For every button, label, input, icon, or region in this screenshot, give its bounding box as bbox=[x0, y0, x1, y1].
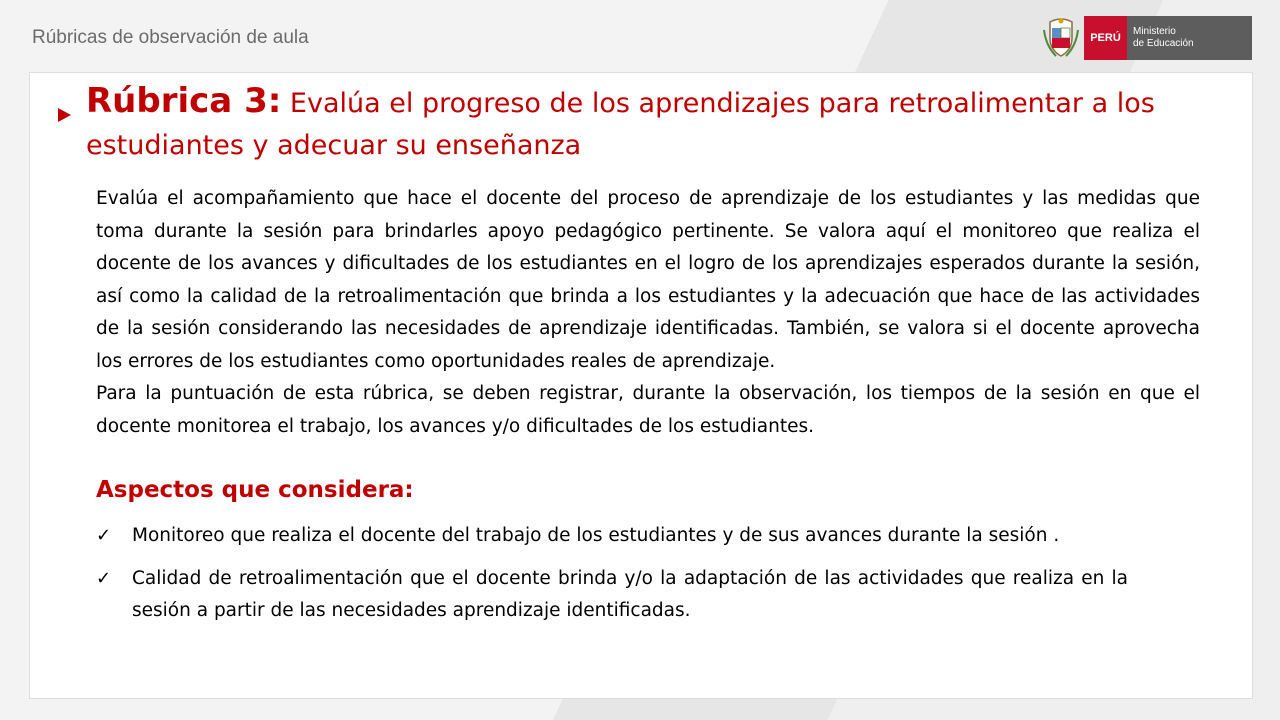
ministry-line-1: Ministerio bbox=[1133, 26, 1176, 37]
aspect-item bbox=[96, 520, 1128, 553]
ministry-logo bbox=[1042, 16, 1252, 60]
rubric-description bbox=[96, 183, 1200, 443]
bullet-arrow-icon bbox=[58, 108, 71, 122]
aspect-text: Calidad de retroalimentación que el docente brinda y/o la adaptación de las actividades que realiza en la sesión a partir de las necesidades aprendizaje identificadas. bbox=[132, 567, 1128, 621]
rubric-title-text: Evalúa el progreso de los aprendizajes para retroalimentar a los estudiantes y adecuar su enseñanza bbox=[86, 88, 1155, 161]
aspect-item bbox=[96, 563, 1128, 628]
aspects-list bbox=[96, 520, 1128, 638]
description-paragraph-1: Evalúa el acompañamiento que hace el docente del proceso de aprendizaje de los estudiantes y las medidas que toma durante la sesión para brindarles apoyo pedagógico pertinente. Se valora aquí el monitoreo que realiza el docente de los avances y dificultades de los estudiantes en el logro de los aprendizajes esperados durante la sesión, así como la calidad de la retroalimentación que brinda a los estudiantes y la adecuación que hace de las actividades de la sesión considerando las necesidades de aprendizaje identificadas. También, se valora si el docente aprovecha los errores de los estudiantes como oportunidades reales de aprendizaje. bbox=[96, 188, 1200, 372]
presentation-header-title: Rúbricas de observación de aula bbox=[32, 27, 309, 48]
peru-label: PERÚ bbox=[1084, 16, 1127, 60]
rubric-title bbox=[86, 80, 1216, 167]
ministry-label bbox=[1127, 16, 1252, 60]
checkmark-icon: ✓ bbox=[96, 567, 112, 589]
aspects-heading: Aspectos que considera: bbox=[96, 477, 414, 503]
ministry-line-2: de Educación bbox=[1133, 38, 1194, 49]
coat-of-arms-icon bbox=[1042, 16, 1080, 60]
rubric-number: Rúbrica 3: bbox=[86, 81, 282, 121]
aspect-text: Monitoreo que realiza el docente del trabajo de los estudiantes y de sus avances durante la sesión . bbox=[132, 525, 1060, 546]
description-paragraph-2: Para la puntuación de esta rúbrica, se deben registrar, durante la observación, los tiempos de la sesión en que el docente monitorea el trabajo, los avances y/o dificultades de los estudiantes. bbox=[96, 383, 1200, 437]
checkmark-icon: ✓ bbox=[96, 525, 112, 546]
